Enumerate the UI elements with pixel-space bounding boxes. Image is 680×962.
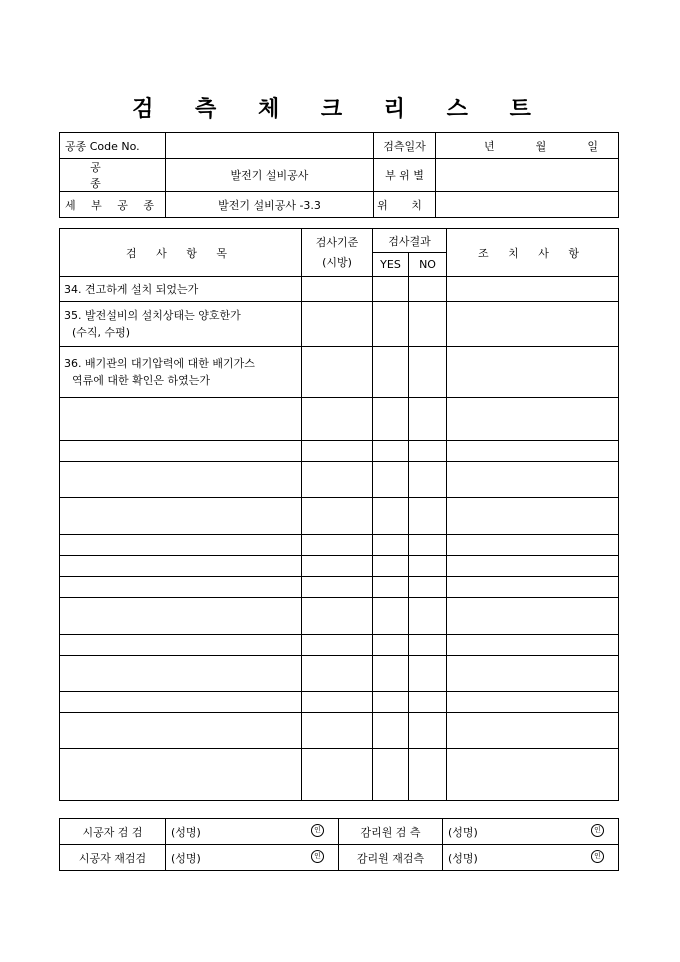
seal-icon: 인 <box>311 824 324 837</box>
col-no-header: NO <box>409 253 447 277</box>
table-row <box>60 749 619 801</box>
supervisor-reinspect-name: (성명) <box>448 851 478 865</box>
inspection-date-label: 검측일자 <box>374 133 436 159</box>
col-standard-line1: 검사기준 <box>315 235 359 249</box>
seal-icon: 인 <box>591 824 604 837</box>
action-cell[interactable] <box>447 462 619 498</box>
yes-cell[interactable] <box>373 277 409 302</box>
yes-cell[interactable] <box>373 692 409 713</box>
col-standard-header <box>302 229 373 277</box>
supervisor-inspect-sign[interactable] <box>443 819 619 845</box>
table-row <box>60 692 619 713</box>
work-code-label: 공종 Code No. <box>60 133 166 159</box>
yes-cell[interactable] <box>373 556 409 577</box>
no-cell[interactable] <box>409 692 447 713</box>
standard-cell[interactable] <box>302 277 373 302</box>
table-row <box>60 656 619 692</box>
work-type-value[interactable]: 발전기 설비공사 <box>166 159 374 192</box>
yes-cell[interactable] <box>373 598 409 635</box>
no-cell[interactable] <box>409 441 447 462</box>
standard-cell[interactable] <box>302 656 373 692</box>
table-row <box>60 713 619 749</box>
action-cell[interactable] <box>447 277 619 302</box>
yes-cell[interactable] <box>373 498 409 535</box>
table-row <box>60 498 619 535</box>
standard-cell[interactable] <box>302 635 373 656</box>
no-cell[interactable] <box>409 556 447 577</box>
yes-cell[interactable] <box>373 535 409 556</box>
contractor-reinspect-name: (성명) <box>171 851 201 865</box>
check-item <box>60 441 302 462</box>
position-value[interactable] <box>436 192 619 218</box>
check-item <box>60 398 302 441</box>
action-cell[interactable] <box>447 635 619 656</box>
check-item-line1: 35. 발전설비의 설치상태는 양호한가 <box>64 309 241 322</box>
seal-icon: 인 <box>311 850 324 863</box>
contractor-reinspect-sign[interactable] <box>166 845 339 871</box>
check-item <box>60 692 302 713</box>
action-cell[interactable] <box>447 347 619 398</box>
seal-icon: 인 <box>591 850 604 863</box>
day-label: 일 <box>587 139 598 153</box>
position-label: 위 치 <box>374 192 436 218</box>
standard-cell[interactable] <box>302 398 373 441</box>
check-item <box>60 347 302 398</box>
yes-cell[interactable] <box>373 398 409 441</box>
contractor-reinspect-label: 시공자 재검검 <box>60 845 166 871</box>
col-standard-line2: (시방) <box>322 255 352 269</box>
work-type-label: 공 종 <box>60 159 166 192</box>
action-cell[interactable] <box>447 598 619 635</box>
action-cell[interactable] <box>447 498 619 535</box>
sub-work-type-label: 세 부 공 종 <box>60 192 166 218</box>
no-cell[interactable] <box>409 498 447 535</box>
table-row <box>60 535 619 556</box>
col-yes-header: YES <box>373 253 409 277</box>
no-cell[interactable] <box>409 535 447 556</box>
standard-cell[interactable] <box>302 713 373 749</box>
action-cell[interactable] <box>447 302 619 347</box>
yes-cell[interactable] <box>373 347 409 398</box>
table-row <box>60 347 619 398</box>
check-item <box>60 598 302 635</box>
supervisor-reinspect-sign[interactable] <box>443 845 619 871</box>
inspection-date-value[interactable] <box>436 133 619 159</box>
yes-cell[interactable] <box>373 713 409 749</box>
check-item <box>60 462 302 498</box>
col-result-header: 검사결과 <box>373 229 447 253</box>
table-row <box>60 398 619 441</box>
standard-cell[interactable] <box>302 598 373 635</box>
action-cell[interactable] <box>447 692 619 713</box>
standard-cell[interactable] <box>302 692 373 713</box>
no-cell[interactable] <box>409 398 447 441</box>
no-cell[interactable] <box>409 577 447 598</box>
month-label: 월 <box>535 139 547 153</box>
yes-cell[interactable] <box>373 462 409 498</box>
page-title: 검 측 체 크 리 스 트 <box>132 96 548 122</box>
header-table <box>59 132 619 218</box>
part-label: 부 위 별 <box>374 159 436 192</box>
check-item <box>60 577 302 598</box>
action-cell[interactable] <box>447 577 619 598</box>
contractor-inspect-name: (성명) <box>171 825 201 839</box>
action-cell[interactable] <box>447 535 619 556</box>
table-row <box>60 598 619 635</box>
standard-cell[interactable] <box>302 462 373 498</box>
action-cell[interactable] <box>447 556 619 577</box>
check-item <box>60 302 302 347</box>
table-row <box>60 302 619 347</box>
yes-cell[interactable] <box>373 656 409 692</box>
standard-cell[interactable] <box>302 535 373 556</box>
check-item <box>60 535 302 556</box>
no-cell[interactable] <box>409 347 447 398</box>
table-row <box>60 577 619 598</box>
yes-cell[interactable] <box>373 441 409 462</box>
check-item-line2: (수직, 수평) <box>72 326 131 339</box>
col-item-header: 검 사 항 목 <box>60 229 302 277</box>
check-item <box>60 713 302 749</box>
check-item <box>60 498 302 535</box>
check-item-line1: 36. 배기관의 대기압력에 대한 배기가스 <box>64 357 255 370</box>
action-cell[interactable] <box>447 713 619 749</box>
check-item <box>60 656 302 692</box>
supervisor-reinspect-label: 감리원 재검측 <box>339 845 443 871</box>
standard-cell[interactable] <box>302 577 373 598</box>
check-item <box>60 277 302 302</box>
yes-cell[interactable] <box>373 577 409 598</box>
supervisor-inspect-label: 감리원 검 측 <box>339 819 443 845</box>
action-cell[interactable] <box>447 398 619 441</box>
yes-cell[interactable] <box>373 749 409 801</box>
check-item <box>60 556 302 577</box>
table-row <box>60 556 619 577</box>
checklist-table <box>59 228 619 801</box>
yes-cell[interactable] <box>373 302 409 347</box>
no-cell[interactable] <box>409 462 447 498</box>
year-label: 년 <box>484 139 495 153</box>
contractor-inspect-sign[interactable] <box>166 819 339 845</box>
table-row <box>60 277 619 302</box>
table-row <box>60 441 619 462</box>
no-cell[interactable] <box>409 635 447 656</box>
part-value[interactable] <box>436 159 619 192</box>
sub-work-type-value[interactable]: 발전기 설비공사 -3.3 <box>166 192 374 218</box>
no-cell[interactable] <box>409 713 447 749</box>
check-item <box>60 749 302 801</box>
check-item-line2: 역류에 대한 확인은 하였는가 <box>72 374 211 387</box>
signature-table <box>59 818 619 871</box>
no-cell[interactable] <box>409 656 447 692</box>
check-item <box>60 635 302 656</box>
action-cell[interactable] <box>447 441 619 462</box>
yes-cell[interactable] <box>373 635 409 656</box>
no-cell[interactable] <box>409 598 447 635</box>
action-cell[interactable] <box>447 656 619 692</box>
standard-cell[interactable] <box>302 441 373 462</box>
no-cell[interactable] <box>409 277 447 302</box>
col-action-header: 조 치 사 항 <box>447 229 619 277</box>
work-code-value[interactable] <box>166 133 374 159</box>
table-row <box>60 635 619 656</box>
standard-cell[interactable] <box>302 347 373 398</box>
no-cell[interactable] <box>409 302 447 347</box>
check-item-line1: 34. 견고하게 설치 되었는가 <box>64 282 199 296</box>
table-row <box>60 462 619 498</box>
supervisor-inspect-name: (성명) <box>448 825 478 839</box>
standard-cell[interactable] <box>302 749 373 801</box>
standard-cell[interactable] <box>302 556 373 577</box>
contractor-inspect-label: 시공자 검 검 <box>60 819 166 845</box>
action-cell[interactable] <box>447 749 619 801</box>
standard-cell[interactable] <box>302 498 373 535</box>
standard-cell[interactable] <box>302 302 373 347</box>
no-cell[interactable] <box>409 749 447 801</box>
